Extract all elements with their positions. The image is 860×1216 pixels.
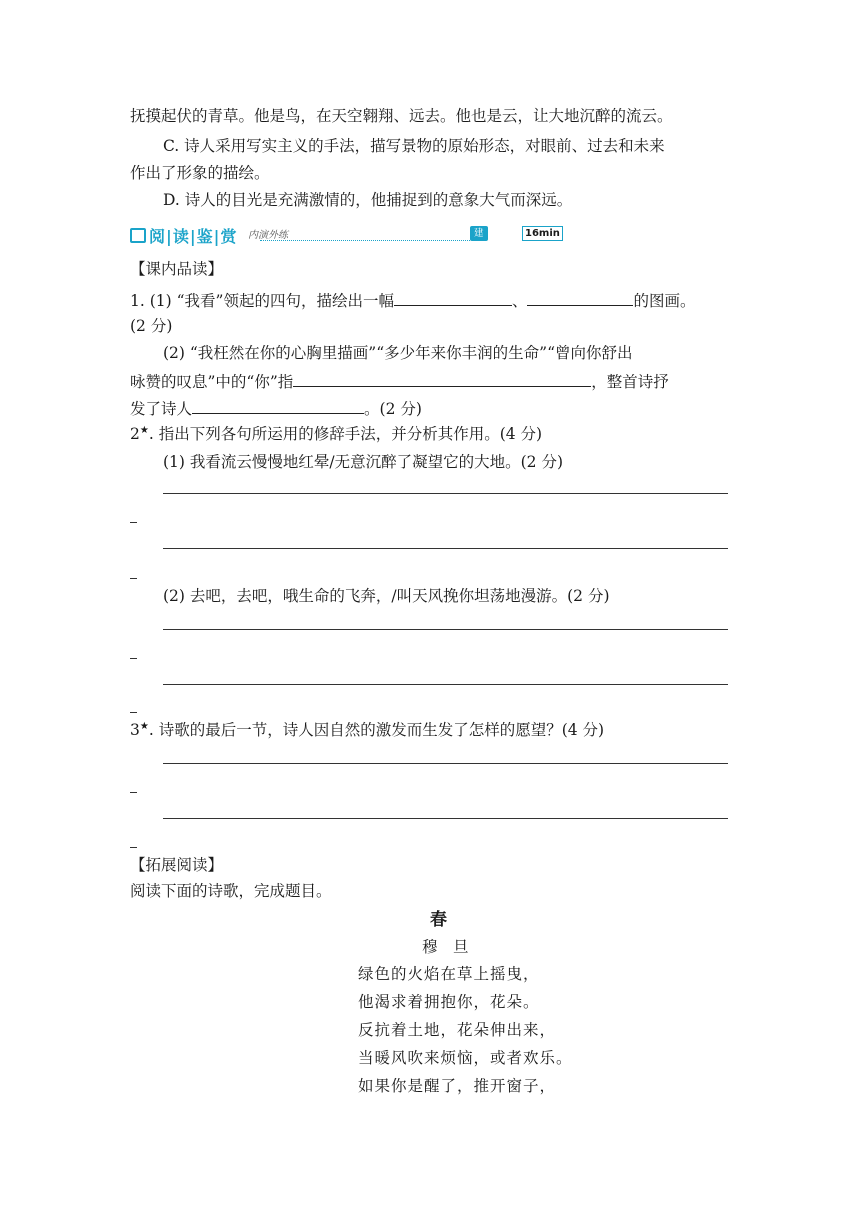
- question-1a: 1. (1) “我看”领起的四句，描绘出一幅 、 的图画。: [130, 288, 695, 312]
- poem-line: 他渴求着拥抱你，花朵。: [358, 993, 540, 1011]
- answer-line-wrap: [130, 847, 137, 848]
- time-value: 16min: [522, 226, 563, 241]
- poem-title: 春: [430, 910, 447, 930]
- star-icon: ★: [139, 720, 149, 732]
- poem-line: 当暖风吹来烦恼，或者欢乐。: [358, 1049, 573, 1067]
- banner-title: 阅|读|鉴|赏: [130, 224, 237, 247]
- answer-blank-1[interactable]: [394, 288, 512, 306]
- star-icon: ★: [139, 424, 149, 436]
- answer-line[interactable]: [163, 548, 728, 549]
- option-c-line2: 作出了形象的描绘。: [130, 164, 270, 182]
- answer-line-wrap: [130, 712, 137, 713]
- answer-blank-3[interactable]: [293, 369, 591, 387]
- book-icon: [130, 228, 146, 243]
- question-2a: (1) 我看流云慢慢地红晕/无意沉醉了凝望它的大地。(2 分): [163, 453, 563, 471]
- option-d: D. 诗人的目光是充满激情的，他捕捉到的意象大气而深远。: [163, 191, 573, 209]
- answer-blank-4[interactable]: [192, 396, 364, 414]
- answer-line-wrap: [130, 792, 137, 793]
- question-1b-line2: 咏赞的叹息”中的“你”指 ，整首诗抒: [130, 369, 669, 393]
- question-2b: (2) 去吧，去吧，哦生命的飞奔，/叫天风挽你坦荡地漫游。(2 分): [163, 587, 610, 605]
- answer-line[interactable]: [163, 763, 728, 764]
- section-heading-extended: 【拓展阅读】: [130, 856, 224, 874]
- answer-line[interactable]: [163, 818, 728, 819]
- answer-line[interactable]: [163, 493, 728, 494]
- poem-line: 绿色的火焰在草上摇曳，: [358, 965, 540, 983]
- question-2: 2★. 指出下列各句所运用的修辞手法，并分析其作用。(4 分): [130, 424, 543, 443]
- question-3: 3★. 诗歌的最后一节，诗人因自然的激发而生发了怎样的愿望？(4 分): [130, 720, 605, 739]
- answer-blank-2[interactable]: [527, 288, 633, 306]
- answer-line[interactable]: [163, 684, 728, 685]
- time-label: 建议用时: [470, 226, 488, 241]
- answer-line-wrap: [130, 658, 137, 659]
- section-heading-in-class: 【课内品读】: [130, 260, 224, 278]
- answer-line-wrap: [130, 578, 137, 579]
- question-1b-line1: (2) “我枉然在你的心胸里描画”“多少年来你丰润的生命”“曾向你舒出: [163, 344, 633, 362]
- banner-subtitle: 内演外练: [248, 230, 288, 241]
- question-1a-score: (2 分): [130, 317, 173, 335]
- option-c-line1: C. 诗人采用写实主义的手法，描写景物的原始形态，对眼前、过去和未来: [163, 137, 665, 155]
- answer-line-wrap: [130, 522, 137, 523]
- poem-author: 穆 旦: [422, 938, 469, 956]
- poem-line: 如果你是醒了，推开窗子，: [358, 1077, 557, 1095]
- poem-line: 反抗着土地，花朵伸出来，: [358, 1021, 557, 1039]
- answer-line[interactable]: [163, 629, 728, 630]
- passage-line: 抚摸起伏的青草。他是鸟，在天空翱翔、远去。他也是云，让大地沉醉的流云。: [130, 107, 673, 125]
- reading-instruction: 阅读下面的诗歌，完成题目。: [130, 882, 332, 900]
- question-1b-line3: 发了诗人 。(2 分): [130, 396, 422, 420]
- banner-divider: [260, 240, 470, 241]
